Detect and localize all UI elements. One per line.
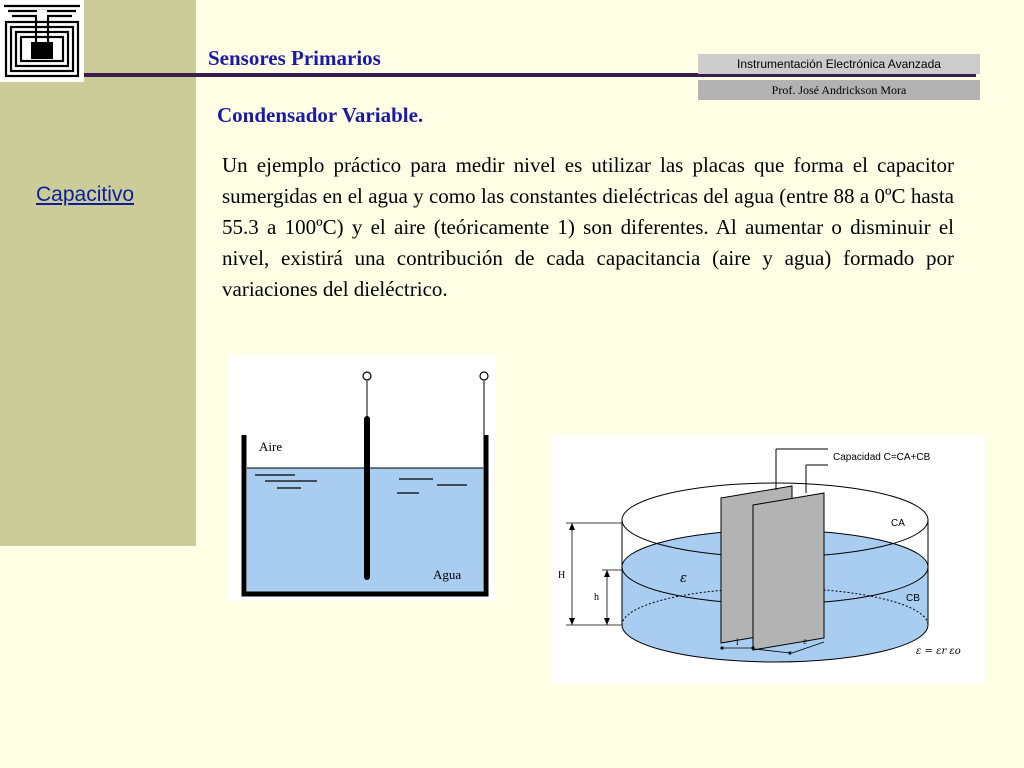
air-label: Aire <box>259 439 283 454</box>
sidebar-link-capacitivo[interactable]: Capacitivo <box>36 183 135 206</box>
section-subtitle: Condensador Variable. <box>217 103 424 127</box>
terminal-right <box>480 372 488 380</box>
course-label: Instrumentación Electrónica Avanzada <box>698 54 980 74</box>
capacity-label: Capacidad C=CA+CB <box>833 452 931 463</box>
terminal-left <box>363 372 371 380</box>
cb-label: CB <box>906 593 920 604</box>
plate-front <box>753 493 824 650</box>
epsilon-label: ε <box>680 571 687 586</box>
height-h-label: h <box>594 592 599 603</box>
length-l-label: l <box>736 637 739 647</box>
gap-e-label: e <box>803 636 807 646</box>
institution-logo <box>0 0 84 82</box>
height-H-label: H <box>558 570 566 581</box>
professor-label: Prof. José Andrickson Mora <box>698 80 980 100</box>
permittivity-formula: ε = εr εo <box>916 646 961 657</box>
slide-title: Sensores Primarios <box>208 46 381 70</box>
tank-diagram <box>229 355 495 601</box>
cylinder-capacitor-diagram <box>552 435 985 684</box>
body-paragraph: Un ejemplo práctico para medir nivel es utilizar las placas que forma el capacitor sumergidas en el agua y como las constantes dieléctricas del agua (entre 88 a 0ºC hasta 55.3 a 100ºC) y el aire (teóricamente 1) son diferentes. Al aumentar o disminuir el nivel, existirá una contribución de cada capacitancia (aire y agua) formado por variaciones del dieléctrico. <box>222 153 954 301</box>
logo-icon <box>0 0 84 82</box>
water-label: Agua <box>433 567 462 582</box>
ca-label: CA <box>891 518 905 529</box>
